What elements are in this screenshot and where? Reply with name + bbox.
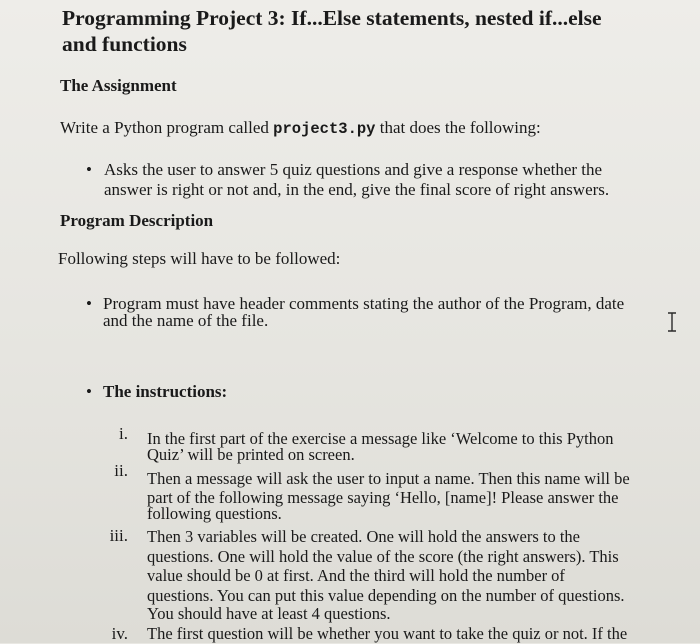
instruction-2-line-1: Then a message will ask the user to input a name. Then this name will be — [147, 469, 630, 488]
assignment-filename: project3.py — [273, 120, 376, 138]
assignment-text-after: that does the following: — [375, 118, 541, 137]
document-title-line-1: Programming Project 3: If...Else statements, nested if...else — [62, 6, 602, 30]
assignment-text — [60, 118, 541, 139]
assignment-bullet: • — [86, 160, 92, 179]
assignment-bullet-line-2: answer is right or not and, in the end, give the final score of right answers. — [104, 180, 610, 199]
instruction-1-line-2: Quiz’ will be printed on screen. — [147, 445, 355, 464]
instruction-numeral-4: iv. — [111, 624, 128, 643]
header-bullet-line-2: and the name of the file. — [103, 311, 269, 330]
instruction-numeral-1: i. — [119, 424, 128, 443]
assignment-heading: The Assignment — [60, 76, 177, 95]
instructions-heading: The instructions: — [103, 382, 228, 401]
text-cursor-icon — [667, 312, 677, 332]
instruction-4-line-1: The first question will be whether you want to take the quiz or not. If the — [147, 624, 628, 643]
instructions-bullet: • — [86, 382, 92, 401]
assignment-text-before: Write a Python program called — [60, 118, 274, 137]
instruction-numeral-3: iii. — [109, 526, 128, 545]
assignment-bullet-line-1: Asks the user to answer 5 quiz questions and give a response whether the — [104, 160, 603, 179]
header-bullet: • — [86, 294, 92, 313]
document-title-line-2: and functions — [62, 32, 187, 56]
program-description-heading: Program Description — [60, 211, 214, 230]
instruction-2-line-3: following questions. — [147, 504, 282, 523]
instruction-1-line-1: In the first part of the exercise a message like ‘Welcome to this Python — [147, 429, 614, 448]
instruction-numeral-2: ii. — [114, 461, 128, 480]
instruction-3-line-4: questions. You can put this value depending on the number of questions. — [147, 586, 625, 605]
instruction-3-line-3: value should be 0 at first. And the third will hold the number of — [147, 566, 565, 585]
instruction-2-line-2: part of the following message saying ‘Hello, [name]! Please answer the — [147, 488, 619, 507]
header-bullet-line-1: Program must have header comments stating the author of the Program, date — [103, 294, 625, 313]
instruction-3-line-5: You should have at least 4 questions. — [147, 604, 391, 623]
steps-intro: Following steps will have to be followed: — [58, 249, 341, 268]
instruction-3-line-2: questions. One will hold the value of the score (the right answers). This — [147, 547, 619, 566]
instruction-3-line-1: Then 3 variables will be created. One will hold the answers to the — [147, 527, 580, 546]
